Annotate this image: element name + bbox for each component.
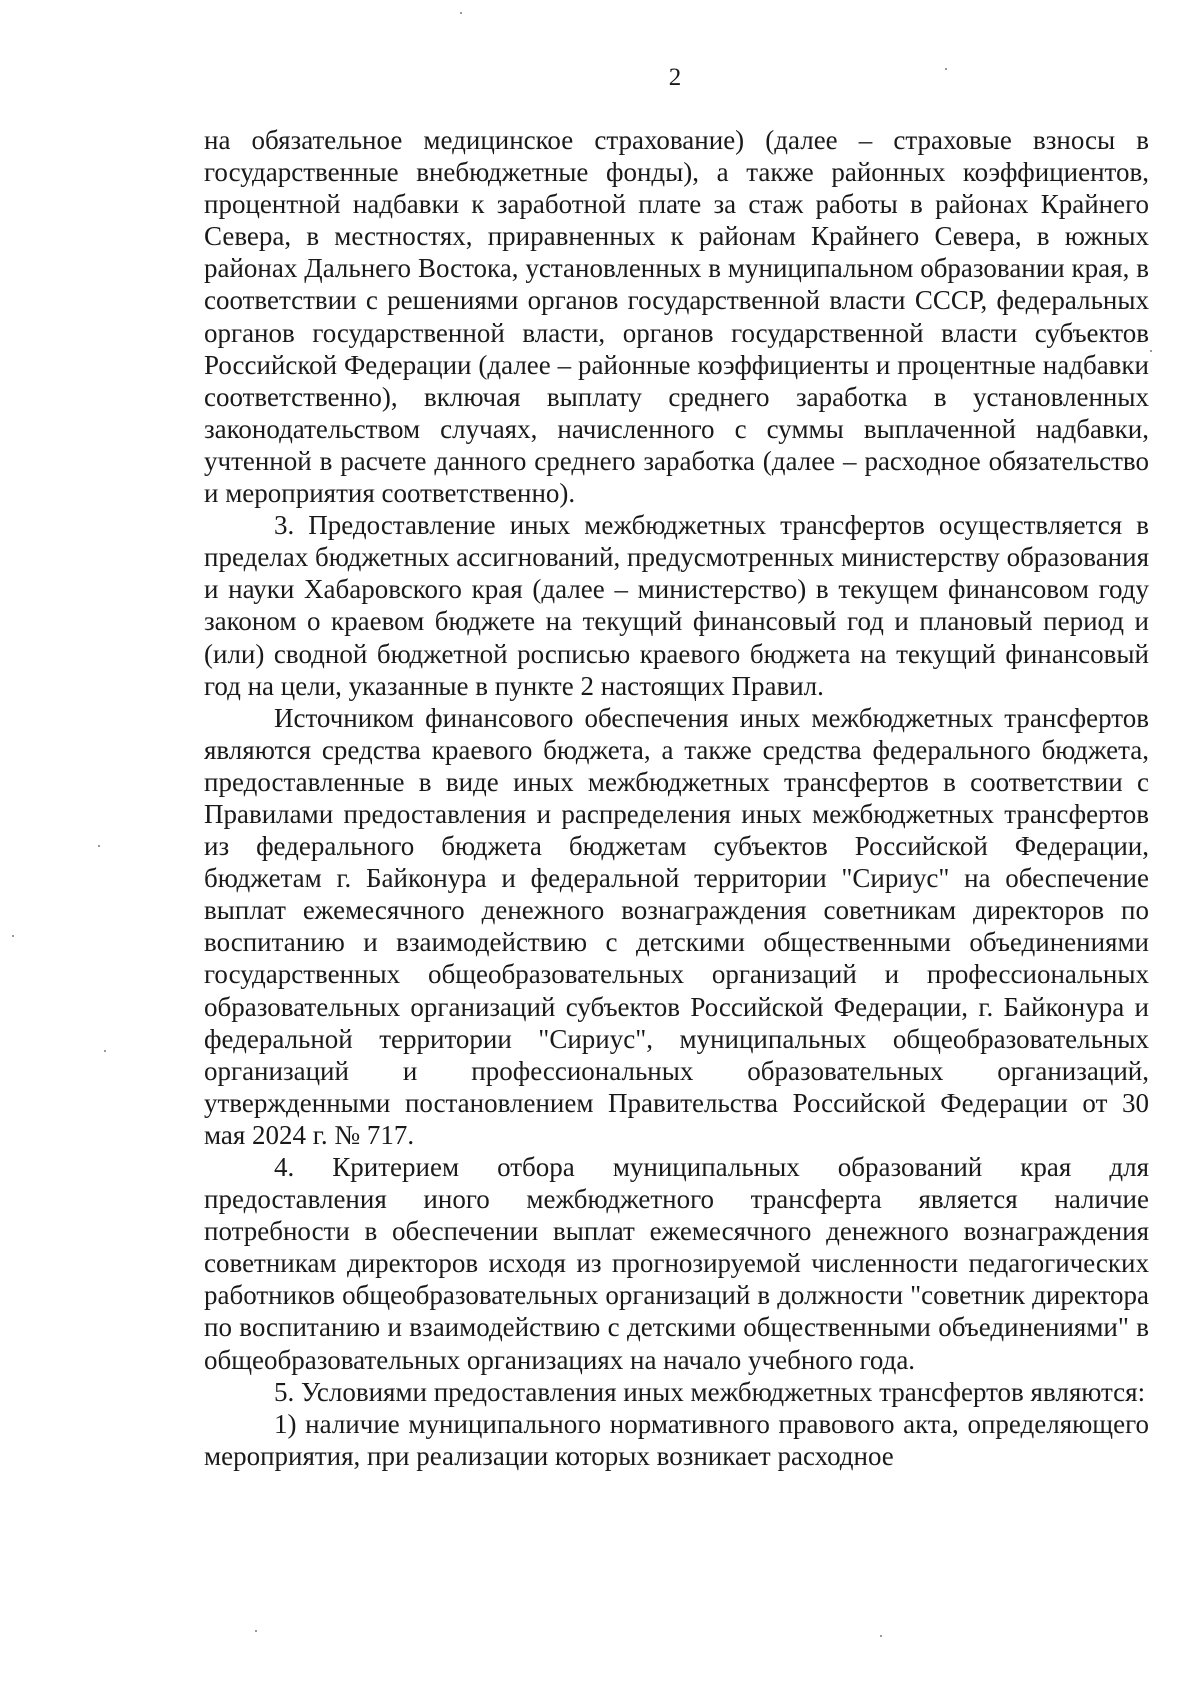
paragraph-item-5: 5. Условиями предоставления иных межбюджетных трансфертов являются: xyxy=(274,1376,1146,1407)
paragraph-item-3: 3. Предоставление иных межбюджетных трансфертов осуществляется в пределах бюджетных ассигнований, предусмотренных министерству образования и науки Хабаровского края (далее – министерство) в текущем финансовом году законом о краевом бюджете на текущий финансовый год и плановый период и (или) сводной бюджетной росписью краевого бюджета на текущий финансовый год на цели, указанные в пункте 2 настоящих Правил. xyxy=(204,510,1149,701)
paragraph-item-4: 4. Критерием отбора муниципальных образований края для предоставления иного межбюджетного трансферта является наличие потребности в обеспечении выплат ежемесячного денежного вознаграждения советникам директоров исходя из прогнозируемой численности педагогических работников общеобразовательных организаций в должности "советник директора по воспитанию и взаимодействию с детскими общественными объединениями" в общеобразовательных организациях на начало учебного года. xyxy=(204,1152,1149,1375)
scan-speck xyxy=(1150,350,1152,352)
scan-speck xyxy=(255,1630,257,1632)
document-body xyxy=(204,124,1149,1472)
scan-speck xyxy=(880,1635,882,1637)
scan-speck xyxy=(12,935,14,937)
paragraph-funding-source: Источником финансового обеспечения иных межбюджетных трансфертов являются средства краевого бюджета, а также средства федерального бюджета, предоставленные в виде иных межбюджетных трансфертов в соответствии с Правилами предоставления и распределения иных межбюджетных трансфертов из федерального бюджета бюджетам субъектов Российской Федерации, бюджетам г. Байконура и федеральной территории "Сириус" на обеспечение выплат ежемесячного денежного вознаграждения советникам директоров по воспитанию и взаимодействию с детскими общественными объединениями государственных общеобразовательных организаций и профессиональных образовательных организаций субъектов Российской Федерации, г. Байконура и федеральной территории "Сириус", муниципальных общеобразовательных организаций и профессиональных образовательных организаций, утвержденными постановлением Правительства Российской Федерации от 30 мая 2024 г. № 717. xyxy=(204,702,1149,1150)
scan-speck xyxy=(460,12,462,14)
scan-speck xyxy=(98,845,100,847)
paragraph-subitem-1: 1) наличие муниципального нормативного правового акта, определяющего мероприятия, при реализации которых возникает расходное xyxy=(204,1408,1149,1471)
scan-speck xyxy=(945,68,947,70)
paragraph-continuation: на обязательное медицинское страхование) (далее – страховые взносы в государственные внебюджетные фонды), а также районных коэффициентов, процентной надбавки к заработной плате за стаж работы в районах Крайнего Севера, в местностях, приравненных к районам Крайнего Севера, в южных районах Дальнего Востока, установленных в муниципальном образовании края, в соответствии с решениями органов государственной власти СССР, федеральных органов государственной власти, органов государственной власти субъектов Российской Федерации (далее – районные коэффициенты и процентные надбавки соответственно), включая выплату среднего заработка в установленных законодательством случаях, начисленного с суммы выплаченной надбавки, учтенной в расчете данного среднего заработка (далее – расходное обязательство и мероприятия соответственно). xyxy=(204,125,1149,509)
scan-speck xyxy=(104,1050,106,1052)
page-number: 2 xyxy=(668,64,682,91)
